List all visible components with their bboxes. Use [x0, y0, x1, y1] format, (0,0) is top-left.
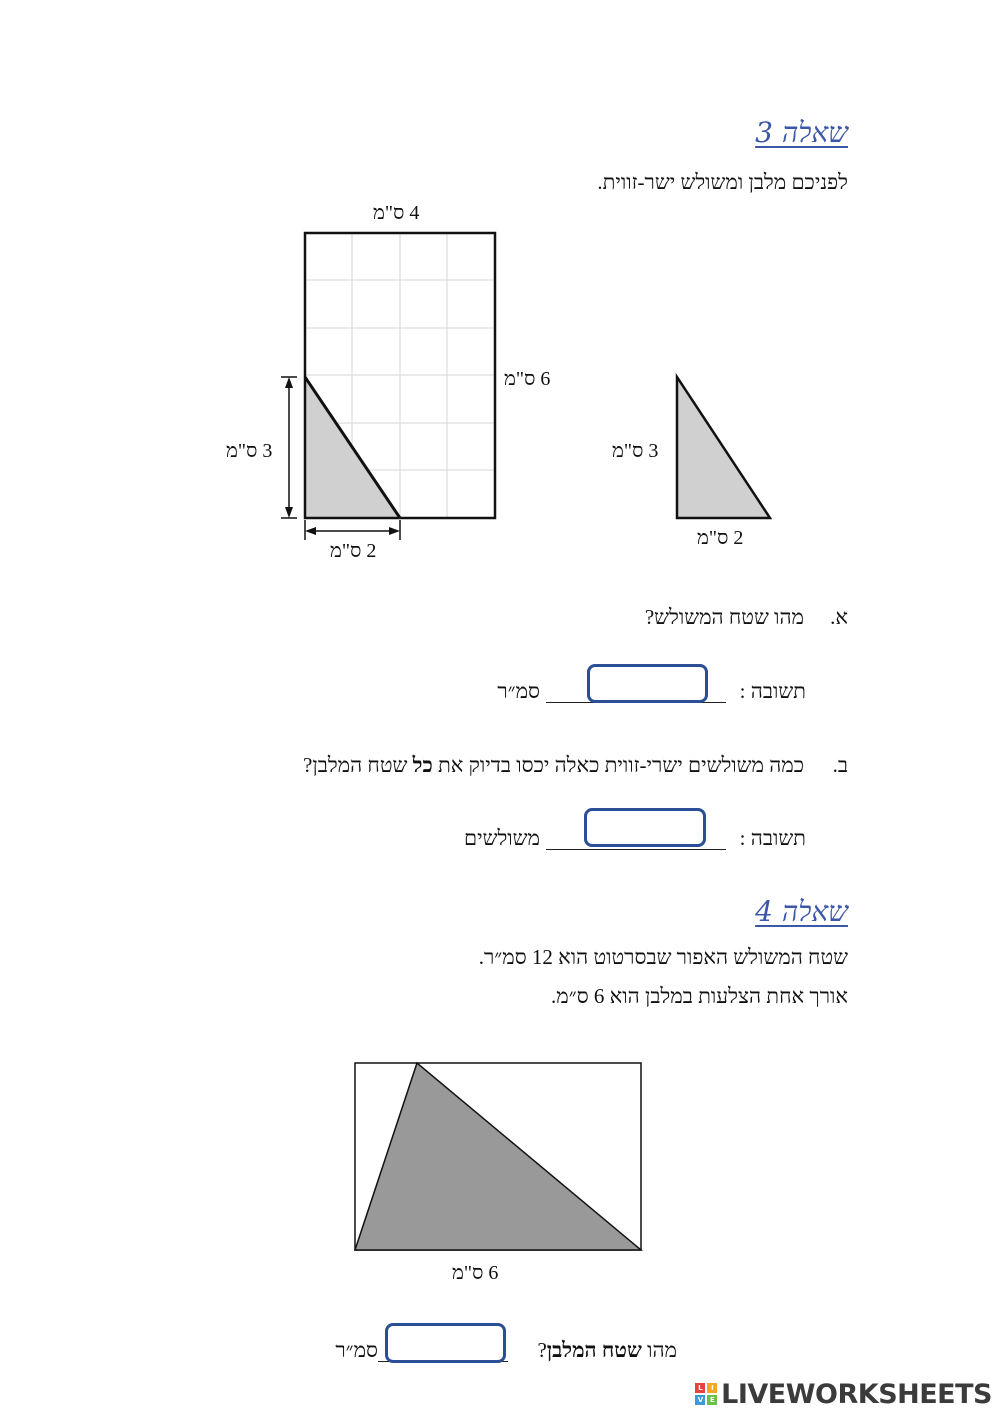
liveworksheets-logo [695, 1378, 992, 1410]
logo-letter-l: L [695, 1383, 705, 1393]
logo-text: LIVEWORKSHEETS [721, 1378, 992, 1410]
question-3-intro: לפניכם מלבן ומשולש ישר-זווית. [597, 170, 848, 194]
part-a-question: מהו שטח המשולש? [644, 605, 804, 629]
part-b-unit: משולשים [464, 826, 540, 850]
height-dimension-arrow [281, 377, 297, 518]
part-b-answer-input[interactable] [584, 808, 706, 847]
question-4-title: שאלה 4 [755, 895, 848, 928]
question-4-line-1: שטח המשולש האפור שבסרטוט הוא 12 סמ״ר. [478, 945, 848, 969]
standalone-base-label: 2 ס"מ [697, 527, 744, 549]
rect-side-label: 6 ס"מ [504, 368, 551, 390]
part-b-answer-line [546, 849, 726, 850]
inner-base-label: 2 ס"מ [330, 540, 377, 562]
part-a-unit: סמ״ר [497, 679, 540, 703]
logo-letter-i: I [707, 1383, 717, 1393]
part-a-answer-input[interactable] [587, 664, 708, 703]
question-4-line-2: אורך אחת הצלעות במלבן הוא 6 ס״מ. [551, 984, 848, 1008]
part-b-question-start: כמה משולשים ישרי-זווית כאלה יכסו בדיוק את [432, 753, 804, 777]
q4-prompt-start: מהו [641, 1338, 677, 1362]
part-b-answer-label: תשובה : [739, 826, 806, 850]
question-4-diagram [0, 1050, 1000, 1270]
rect-top-label: 4 ס"מ [373, 202, 420, 224]
logo-mark [695, 1383, 717, 1405]
q4-prompt-end: ? [537, 1338, 547, 1362]
q4-prompt-emphasis: שטח המלבן [546, 1338, 642, 1362]
standalone-triangle [677, 377, 770, 518]
inner-height-label: 3 ס"מ [226, 440, 273, 462]
base-dimension-arrow [305, 520, 400, 540]
q4-unit: סמ״ר [335, 1338, 378, 1362]
part-a-letter: א. [830, 605, 848, 629]
logo-letter-v: V [695, 1395, 705, 1405]
q4-answer-input[interactable] [385, 1323, 506, 1363]
logo-letter-e: E [707, 1395, 717, 1405]
q4-base-label: 6 ס"מ [452, 1262, 499, 1284]
part-b-letter: ב. [832, 753, 848, 777]
question-3-diagram [0, 0, 1000, 600]
q4-prompt [537, 1338, 677, 1363]
standalone-height-label: 3 ס"מ [612, 440, 659, 462]
part-a-answer-label: תשובה : [739, 679, 806, 703]
question-3-title: שאלה 3 [755, 116, 848, 149]
part-b-question-emphasis: כל [412, 753, 433, 777]
part-b-question [303, 753, 804, 778]
part-b-question-end: שטח המלבן? [303, 753, 413, 777]
